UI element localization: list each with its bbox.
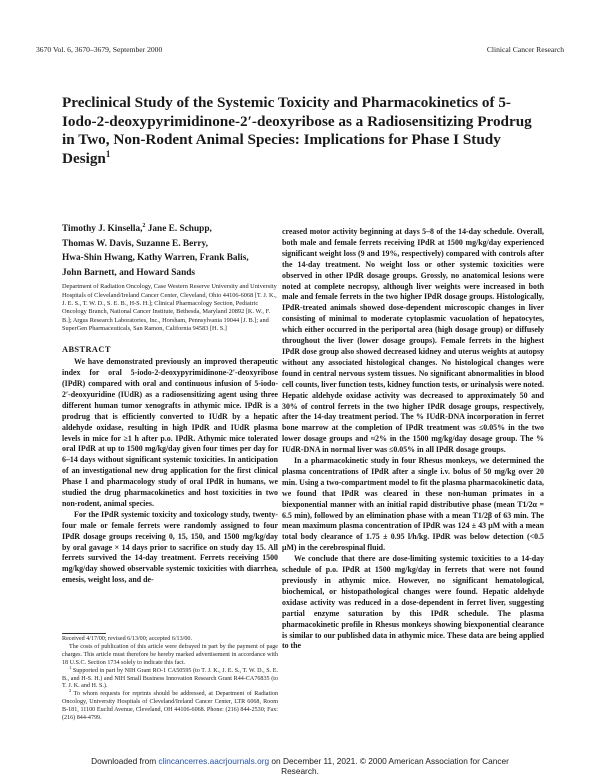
running-header — [36, 45, 564, 57]
footnote-text: To whom requests for reprints should be addressed, at Department of Radiation Oncology, University Hospitals of Cleveland/Ireland Cancer Center, LTR 6068, Room B-181, 11100 Euclid Avenue, Cleveland, OH 44106-6068. Phone: (216) 844-2530; Fax: (216) 844-4799. — [62, 691, 278, 722]
author-line: John Barnett, and Howard Sands — [62, 267, 196, 278]
abstract-heading: ABSTRACT — [62, 345, 111, 355]
abstract-paragraph: In a pharmacokinetic study in four Rhesus monkeys, we determined the plasma concentrations of IPdR after a single i.v. bolus of 50 mg/kg over 20 min. Using a two-compartment model to fit the plasma pharmacokinetic data, we found that IPdR was cleared in these non-human primates in a biexponential manner with an initial rapid distributive phase (mean T1/2α = 6.5 min), followed by an elimination phase with a mean T1/2β of 63 min. The mean maximum plasma concentration of IPdR was 124 ± 43 μM with a mean total body clearance of 1.75 ± 0.95 l/h/kg. IPdR was below detection (<0.5 μM) in the cerebrospinal fluid. — [282, 456, 544, 553]
footnote-marker: 1 — [69, 664, 72, 670]
abstract-paragraph: We conclude that there are dose-limiting systemic toxicities to a 14-day schedule of p.o. IPdR at 1500 mg/kg/day in ferrets that were not found previously in athymic mice. However, no significant hematological, biochemical, or histopathological changes were found. Hepatic aldehyde oxidase activity was reduced in a dose-dependent in ferret liver, suggesting partial enzyme saturation by this IPdR schedule. The plasma pharmacokinetic profile in Rhesus monkeys showing biexponential clearance is similar to our published data in athymic mice. These data are being applied to the — [282, 554, 544, 651]
affiliations: Department of Radiation Oncology, Case Western Reserve University and University Hospitals of Cleveland/Ireland Cancer Center, Cleveland, Ohio 44106-6068 [T. J. K., J. E. S., T. W. D., S. E. B., H-S. H.]; Clinical Pharmacology Section, Pediatric Oncology Branch, National Cancer Institute, Bethesda, Maryland 20892 [K. W., F. B.]; Argus Research Laboratories, Inc., Horsham, Pennsylvania 19044 [J. B.]; and SuperGen Pharmaceuticals, San Ramon, California 94583 [H. S.] — [62, 283, 277, 332]
publication-cost-note: The costs of publication of this article were defrayed in part by the payment of page charges. This article must therefore be hereby marked advertisement in accordance with 18 U.S.C. Section 1734 solely to indicate this fact. — [62, 643, 278, 666]
abstract-paragraph: We have demonstrated previously an improved therapeutic index for oral 5-iodo-2-deoxypyrimidinone-2′-deoxyribose (IPdR) compared with oral and continuous infusion of 5-iodo-2′-deoxyuridine (IUdR) as a radiosensitizing agent using three different human tumor xenografts in athymic mice. IPdR is a prodrug that is efficiently converted to IUdR by a hepatic aldehyde oxidase, resulting in high IPdR and IUdR plasma levels in mice for ≥1 h after p.o. IPdR. Athymic mice tolerated oral IPdR at up to 1500 mg/kg/day given four times per day for 6–14 days without significant systemic toxicities. In anticipation of an investigational new drug application for the first clinical Phase I and pharmacology study of oral IPdR in humans, we studied the drug pharmacokinetics and host toxicities in two non-rodent, animal species. — [62, 357, 278, 508]
received-dates: Received 4/17/00; revised 6/13/00; accepted 6/13/00. — [62, 636, 192, 642]
download-suffix: on December 11, 2021. © 2000 American Association for Cancer — [269, 756, 509, 766]
abstract-paragraph: For the IPdR systemic toxicity and toxicology study, twenty-four male or female ferrets were randomly assigned to four IPdR dosage groups receiving 0, 15, 150, and 1500 mg/kg/day by oral gavage × 14 days prior to sacrifice on study day 15. All ferrets survived the 14-day treatment. Ferrets receiving 1500 mg/kg/day showed observable systemic toxicities with diarrhea, emesis, weight loss, and de- — [62, 509, 278, 585]
download-line: Research. — [281, 765, 319, 776]
author-line: Thomas W. Davis, Suzanne E. Berry, — [62, 238, 208, 249]
download-prefix: Downloaded from — [91, 756, 159, 766]
article-title-text: Preclinical Study of the Systemic Toxicity and Pharmacokinetics of 5-Iodo-2-deoxypyrimidinone-2′-deoxyribose as a Radiosensitizing Prodrug in Two, Non-Rodent Animal Species: Implications for Phase I Study Design — [62, 94, 532, 167]
author-line: Hwa-Shin Hwang, Kathy Warren, Frank Balis, — [62, 253, 249, 264]
running-header-journal: Clinical Cancer Research — [486, 45, 564, 54]
running-header-citation: 3670 Vol. 6, 3670–3679, September 2000 — [36, 45, 163, 54]
journal-site-link[interactable]: clincancerres.aacrjournals.org — [158, 756, 270, 766]
left-column — [62, 222, 278, 586]
footnote-marker: 2 — [69, 688, 72, 694]
author-name: Timothy J. Kinsella, — [62, 224, 143, 234]
title-footnote-marker: 1 — [105, 148, 111, 159]
author-list — [62, 222, 278, 280]
footnote-rule — [62, 633, 106, 634]
footnote-text: Supported in part by NIH Grant RO-1 CA50595 (to T. J. K., J. E. S., T. W. D., S. E. B., and H-S. H.) and NIH Small Business Innovation Research Grant R44-CA76835 (to T. J. K. and H. S.). — [62, 667, 278, 690]
footnotes — [62, 633, 278, 723]
abstract-paragraph: creased motor activity beginning at days 5–8 of the 14-day schedule. Overall, both male and female ferrets receiving IPdR at 1500 mg/kg/day experienced significant weight loss (9 and 19%, respectively) compared with controls after the 14-day treatment. No weight loss or other systemic toxicities were observed in other IPdR dosage groups. Grossly, no anatomical lesions were noted at complete necropsy, although liver weights were increased in both male and female ferrets in the two higher IPdR dosage groups. Histologically, IPdR-treated animals showed dose-dependent microscopic changes in liver consisting of minimal to moderate cytoplasmic vacuolation of hepatocytes, which either occurred in the periportal area (high dosage group) or diffusely throughout the liver (lower dosage groups). Female ferrets in the highest IPdR dose group also showed decreased kidney and uterus weights at autopsy without any associated histological changes. No histological changes were found in central nervous system tissues. No significant abnormalities in blood cell counts, liver function tests, kidney function tests, or urinalysis were noted. Hepatic aldehyde oxidase activity was decreased to approximately 50 and 30% of control ferrets in the two higher IPdR dosage groups, respectively, after the 14-day treatment period. The % IUdR-DNA incorporation in ferret bone marrow at the completion of IPdR treatment was ≤0.05% in the two lower dosage groups and ≈2% in the 1500 mg/kg/day dosage group. The % IUdR-DNA in normal liver was ≤0.05% in all IPdR dosage groups. — [282, 227, 544, 455]
footnote-2 — [62, 688, 278, 723]
right-column — [282, 227, 544, 652]
author-name: Jane E. Schupp, — [145, 224, 212, 234]
article-title — [62, 94, 542, 168]
author-line — [62, 222, 278, 237]
author-footnote-marker: 2 — [142, 222, 146, 229]
download-notice — [0, 757, 600, 776]
footnote-1 — [62, 664, 278, 692]
